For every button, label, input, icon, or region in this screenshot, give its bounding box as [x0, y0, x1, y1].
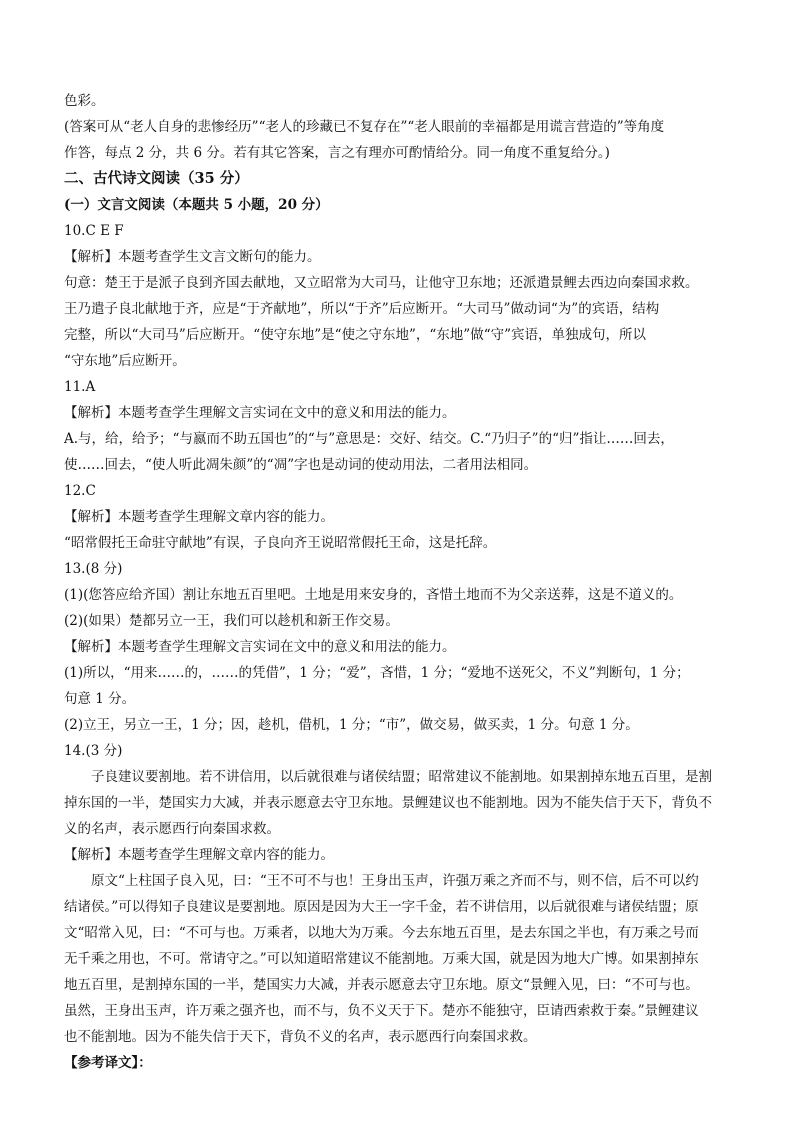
text-line: 【解析】本题考查学生理解文章内容的能力。 [64, 509, 334, 525]
section-heading: 【参考译文】： [64, 1055, 152, 1071]
text-line: 结诸侯。”可以得知子良建议是要割地。原因是因为大王一字千金，若不讲信用，以后就很难与诸侯结盟；原 [64, 899, 699, 915]
text-line: (1)(您答应给齐国）割让东地五百里吧。土地是用来安身的，吝惜土地而不为父亲送葬，这是不道义的。 [64, 587, 683, 603]
text-line: 使……回去，“使人听此凋朱颜”的“凋”字也是动词的使动用法，二者用法相同。 [64, 457, 538, 473]
text-line: 10.C E F [64, 223, 124, 239]
text-line: 13.(8 分) [64, 561, 123, 577]
text-line: (2)(如果）楚都另立一王，我们可以趁机和新王作交易。 [64, 613, 399, 629]
section-heading: 二、古代诗文阅读（35 分） [64, 170, 249, 187]
text-line: 地五百里，是割掉东国的一半，楚国实力大减，并表示愿意去守卫东地。原文“景鲤入见，曰：“不可与也。 [64, 977, 699, 993]
text-line: A.与，给，给予；“与嬴而不助五国也”的“与”意思是：交好、结交。C.“乃归子”的“归”指让……回去， [64, 431, 674, 447]
answer-page [64, 88, 732, 1076]
text-line: (答案可从“老人自身的悲惨经历”“老人的珍藏已不复存在”“老人眼前的幸福都是用谎言营造的”等角度 [64, 119, 665, 135]
text-line: 作答，每点 2 分，共 6 分。若有其它答案，言之有理亦可酌情给分。同一角度不重复给分。) [64, 145, 610, 161]
text-line: 子良建议要割地。若不讲信用，以后就很难与诸侯结盟；昭常建议不能割地。如果割掉东地五百里，是割 [91, 769, 712, 785]
text-line: “昭常假托王命驻守献地”有误，子良向齐王说昭常假托王命，这是托辞。 [64, 535, 497, 551]
text-line: 句意 1 分。 [64, 691, 136, 707]
text-line: 掉东国的一半，楚国实力大减，并表示愿意去守卫东地。景鲤建议也不能割地。因为不能失信于天下，背负不 [64, 795, 712, 811]
text-line: 【解析】本题考查学生理解文言实词在文中的意义和用法的能力。 [64, 405, 456, 421]
text-line: 色彩。 [64, 93, 105, 109]
text-line: “守东地”后应断开。 [64, 353, 186, 369]
text-line: 义的名声，表示愿西行向秦国求救。 [64, 821, 280, 837]
text-line: 完整，所以“大司马”后应断开。“使守东地”是“使之守东地”，“东地”做“守”宾语，单独成句，所以 [64, 327, 647, 343]
text-line: 王乃遣子良北献地于齐，应是“于齐献地”，所以“于齐”后应断开。“大司马”做动词“为”的宾语，结构 [64, 301, 660, 317]
text-line: 11.A [64, 379, 96, 395]
text-line: 无千乘之用也，不可。常请守之。”可以知道昭常建议不能割地。万乘大国，就是因为地大广博。如果割掉东 [64, 951, 699, 967]
text-line: 【解析】本题考查学生理解文言实词在文中的意义和用法的能力。 [64, 639, 456, 655]
text-line: 原文“上柱国子良入见，曰：“王不可不与也！王身出玉声，许强万乘之齐而不与，则不信，后不可以约 [91, 873, 699, 889]
text-line: (2)立王，另立一王，1 分；因，趁机，借机，1 分；“市”，做交易，做买卖，1 分。句意 1 分。 [64, 717, 639, 733]
text-line: 12.C [64, 483, 96, 499]
text-line: 【解析】本题考查学生理解文章内容的能力。 [64, 847, 334, 863]
text-line: 虽然，王身出玉声，许万乘之强齐也，而不与，负不义天于下。楚亦不能独守，臣请西索救于秦。”景鲤建议 [64, 1003, 699, 1019]
text-line: (1)所以，“用来……的，……的凭借”，1 分；“爱”，吝惜，1 分；“爱地不送死父，不义”判断句，1 分； [64, 665, 690, 681]
section-heading: (一）文言文阅读（本题共 5 小题，20 分） [64, 197, 329, 213]
text-line: 也不能割地。因为不能失信于天下，背负不义的名声，表示愿西行向秦国求救。 [64, 1029, 537, 1045]
text-line: 【解析】本题考查学生文言文断句的能力。 [64, 249, 321, 265]
text-line: 句意：楚王于是派子良到齐国去献地，又立昭常为大司马，让他守卫东地；还派遣景鲤去西边向秦国求救。 [64, 275, 699, 291]
text-line: 14.(3 分) [64, 743, 123, 759]
text-line: 文“昭常入见，曰：“不可与也。万乘者，以地大为万乘。今去东地五百里，是去东国之半也，有万乘之号而 [64, 925, 699, 941]
